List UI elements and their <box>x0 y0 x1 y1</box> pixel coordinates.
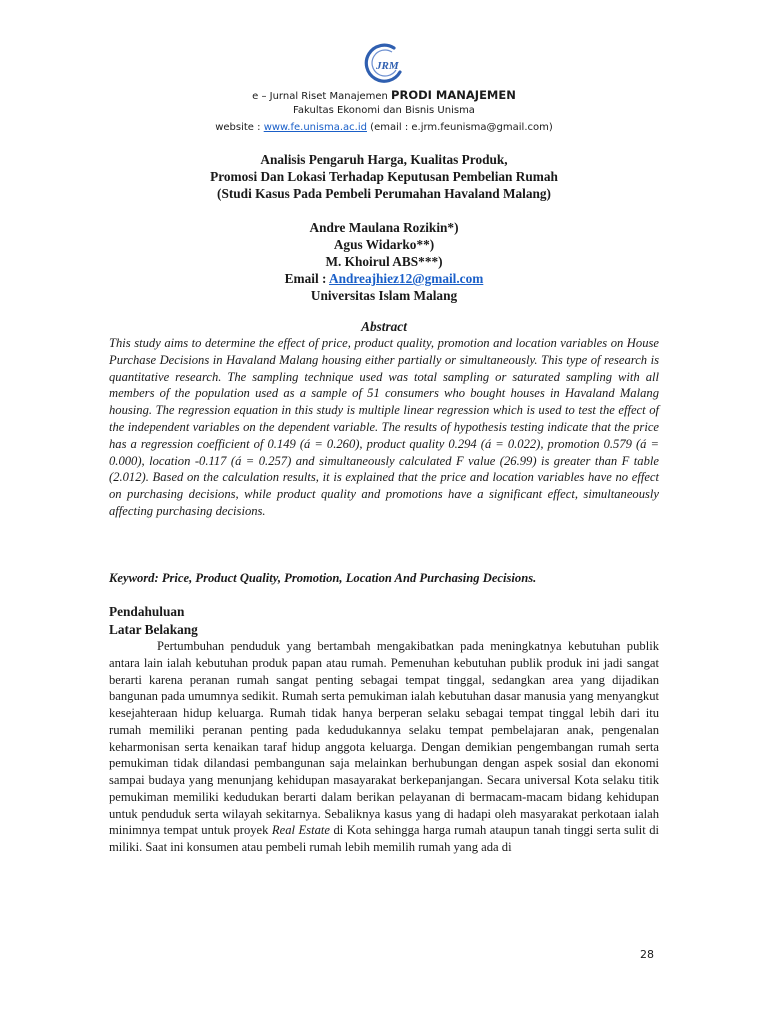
paragraph-text-1: Pertumbuhan penduduk yang bertambah mengakibatkan pada meningkatnya kebutuhan publik antara lain ialah kebutuhan produk papan atau rumah. Pemenuhan kebutuhan publik produk ini jadi sangat berarti karena peranan rumah sangat penting sebagai tempat tinggal, sedangkan area yang dijadikan bangunan pada umumnya sedikit. Rumah serta pemukiman ialah kebutuhan dasar manusia yang menyangkut kesejahteraan hidup keluarga. Rumah tidak hanya berperan selaku sebagai tempat tinggal lebih dari itu rumah memiliki peranan penting pada kedudukannya selaku tempat pembelajaran anak, pengenalan keharmonisan serta kenaikan taraf hidup anggota keluarga. Dengan demikian pengembangan rumah serta pemukiman tidak dilandasi pembangunan saja melainkan berhubungan dengan aspek sosial dan ekonomi sampai budaya yang menunjang kehidupan masayarakat berkepanjangan. Secara universal Kota selaku titik pemukiman memiliki kedudukan berarti dalam berikan pelayanan di bermacam-macam bidang kehidupan untuk penduduk serta wilayah sekitarnya. Sebaliknya kasus yang di hadapi oleh masyarakat perkotaan ialah minimnya tempat untuk proyek <box>109 639 659 838</box>
author-1: Andre Maulana Rozikin*) <box>309 220 459 235</box>
email-label: Email : <box>284 271 329 286</box>
journal-name-prefix: e – Jurnal Riset Manajemen <box>252 91 392 102</box>
author-block <box>0 219 768 304</box>
email-contact: (email : e.jrm.feunisma@gmail.com) <box>366 122 553 133</box>
title-line-1: Analisis Pengaruh Harga, Kualitas Produk, <box>260 152 508 167</box>
abstract-text: This study aims to determine the effect of price, product quality, promotion and location variables on House Purchase Decisions in Havaland Malang housing either partially or simultaneously. This type of research is quantitative research. The sampling technique used was total sampling or saturated sampling with all members of the population used as a sample of 51 consumers who bought houses in Havaland Malang housing. The regression equation in this study is multiple linear regression which is used to test the effect of the independent variables on the dependent variable. The results of hypothesis testing indicate that the price has a regression coefficient of 0.149 (á = 0.260), product quality 0.294 (á = 0.022), promotion 0.579 (á = 0.000), location -0.117 (á = 0.257) and simultaneously calculated F value (26.99) is greater than F table (2.012). Based on the calculation results, it is explained that the price and location variables have no effect on purchasing decisions, while product quality and promotions have a significant effect, simultaneously affecting purchasing decisions. <box>109 336 659 518</box>
subsection-heading-background: Latar Belakang <box>109 622 198 637</box>
title-line-2: Promosi Dan Lokasi Terhadap Keputusan Pembelian Rumah <box>210 169 558 184</box>
faculty-name: Fakultas Ekonomi dan Bisnis Unisma <box>293 105 475 116</box>
author-2: Agus Widarko**) <box>333 237 435 252</box>
affiliation: Universitas Islam Malang <box>310 288 458 303</box>
journal-program: PRODI MANAJEMEN <box>391 88 516 102</box>
section-heading-introduction: Pendahuluan <box>109 604 185 619</box>
logo-text: JRM <box>376 60 399 72</box>
paragraph-text-2: di Kota sehingga harga rumah ataupun tanah tinggi serta sulit di miliki. Saat ini konsumen atau pembeli rumah lebih memilih rumah yang ada di <box>109 823 659 854</box>
paragraph-italic-term: Real Estate <box>271 823 330 838</box>
page-number: 28 <box>640 948 654 961</box>
author-email-link[interactable]: Andreajhiez12@gmail.com <box>329 271 484 286</box>
website-label: website : <box>215 122 264 133</box>
journal-logo <box>362 40 408 86</box>
website-line <box>0 122 768 133</box>
author-3: M. Khoirul ABS***) <box>325 254 443 269</box>
abstract-heading: Abstract <box>361 319 407 334</box>
body-paragraph <box>109 638 659 856</box>
paper-title <box>0 151 768 202</box>
author-email-line <box>0 270 768 287</box>
keywords: Keyword: Price, Product Quality, Promotion, Location And Purchasing Decisions. <box>109 571 537 585</box>
journal-name <box>0 88 768 102</box>
website-link[interactable]: www.fe.unisma.ac.id <box>263 122 367 133</box>
title-line-3: (Studi Kasus Pada Pembeli Perumahan Havaland Malang) <box>217 186 551 201</box>
